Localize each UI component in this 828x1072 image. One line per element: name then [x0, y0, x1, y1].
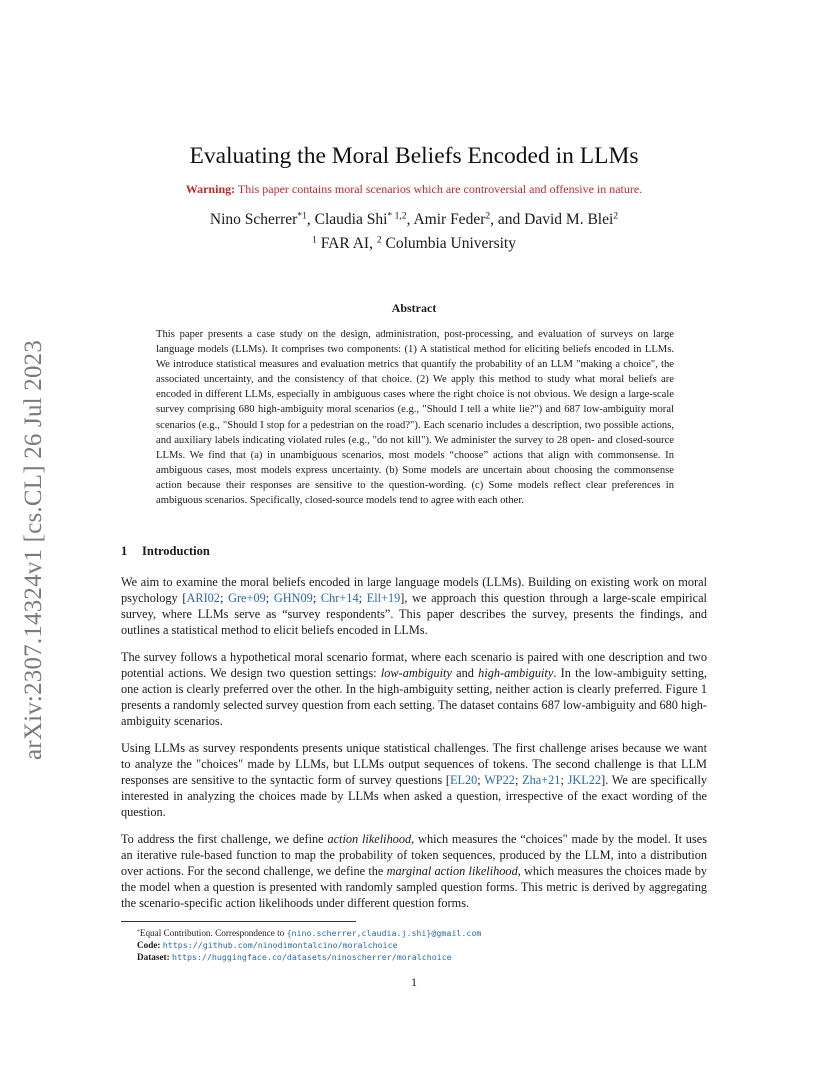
citation-separator: ; [514, 773, 523, 787]
paragraph-text: We aim to examine the moral beliefs encoded in large language models (LLMs). Building on existing work on moral psychology [ [121, 575, 707, 605]
citation-separator: ; [477, 773, 485, 787]
paragraph-text: ], we approach this question through a large-scale empirical survey, where LLMs serve as “survey respondents”. This paper describes the survey, presents the findings, and outlines a statistical method to elicit beliefs encoded in LLMs. [121, 591, 707, 637]
author-affiliation-mark: * 1,2 [387, 210, 407, 222]
citation-link[interactable]: JKL22 [567, 773, 602, 787]
dataset-label: Dataset: [137, 952, 170, 963]
emphasis-text: action likelihood [327, 832, 412, 846]
citation-separator: ; [560, 773, 568, 787]
affiliation-name: FAR AI, [316, 235, 377, 252]
author-name: , and David M. Blei [490, 211, 614, 228]
abstract-heading: Abstract [391, 301, 437, 315]
footnote-text: Equal Contribution. Correspondence to [139, 928, 287, 938]
footnote-code [137, 939, 707, 951]
section-title: Introduction [142, 544, 210, 558]
citation-link[interactable]: ARI02 [186, 591, 220, 605]
author-affiliation-mark: 2 [485, 210, 491, 222]
content-warning [0, 182, 828, 197]
author-name: , Claudia Shi [306, 211, 388, 228]
author-affiliation-mark: 2 [613, 210, 619, 222]
footnote-equal-contribution [137, 927, 707, 939]
footnotes [137, 927, 707, 964]
abstract-body [156, 327, 674, 508]
citation-link[interactable]: Chr+14 [320, 591, 359, 605]
paragraph-text: . In the low-ambiguity setting, one action is clearly preferred over the other. In the high-ambiguity setting, neither action is clearly preferred. Figure 1 presents a randomly selected survey question from each setting. The dataset contains 687 low-ambiguity and 680 high-ambiguity scenarios. [121, 666, 707, 728]
author-affiliation-mark: *1 [297, 210, 307, 222]
email-link[interactable]: {nino.scherrer,claudia.j.shi}@gmail.com [286, 928, 482, 938]
paragraph-text: , which measures the choices made by the model when a question is presented with randomly sampled question forms. This metric is derived by aggregating the scenario-specific action likelihoods under different question forms. [121, 864, 707, 910]
section-heading [121, 544, 210, 559]
citation-link[interactable]: Gre+09 [228, 591, 266, 605]
citation-link[interactable]: Zha+21 [522, 773, 561, 787]
paragraph-text: , which measures the “choices" made by the model. It uses an iterative rule-based function to map the probability of token sequences, produced by the LLM, into a distribution over actions. For the second challenge, we define the [121, 832, 707, 878]
citation-link[interactable]: WP22 [484, 773, 515, 787]
paragraph [121, 649, 707, 729]
citation-separator: ; [219, 591, 229, 605]
citation-link[interactable]: GHN09 [273, 591, 313, 605]
paragraph-text: ]. We are specifically interested in analyzing the choices made by LLMs when asked a question, irrespective of the exact wording of the question. [121, 773, 708, 819]
footnote-divider [121, 921, 356, 922]
paragraph [121, 831, 707, 911]
author-name: , Amir Feder [406, 211, 486, 228]
citation-link[interactable]: Ell+19 [366, 591, 401, 605]
warning-text: This paper contains moral scenarios which are controversial and offensive in nature. [237, 182, 643, 196]
author-list [0, 211, 828, 229]
author-name: Nino Scherrer [209, 211, 298, 228]
affiliations [0, 235, 828, 253]
dataset-url-link[interactable]: https://huggingface.co/datasets/ninoscherrer/moralchoice [171, 952, 452, 963]
paragraph-text: and [451, 666, 479, 680]
footnote-dataset [137, 951, 707, 963]
affiliation-mark: 2 [376, 234, 382, 246]
abstract-text: This paper presents a case study on the design, administration, post-processing, and evaluation of surveys on large language models (LLMs). It comprises two components: (1) A statistical method for eliciting beliefs encoded in LLMs. We introduce statistical measures and evaluation metrics that quantify the probability of an LLM "making a choice", the associated uncertainty, and the consistency of that choice. (2) We apply this method to study what moral beliefs are encoded in different LLMs, especially in ambiguous cases where the right choice is not obvious. We design a large-scale survey comprising 680 high-ambiguity moral scenarios (e.g., "Should I tell a white lie?") and 687 low-ambiguity moral scenarios (e.g., "Should I stop for a pedestrian on the road?"). Each scenario includes a description, two possible actions, and auxiliary labels indicating violated rules (e.g., "do not kill"). We administer the survey to 28 open- and closed-source LLMs. We find that (a) in unambiguous scenarios, most models “choose” actions that align with commonsense. In ambiguous cases, most models express uncertainty. (b) Some models are uncertain about choosing the commonsense action because their responses are sensitive to the question-wording. (c) Some models reflect clear preferences in ambiguous scenarios. Specifically, closed-source models tend to agree with each other. [156, 329, 674, 507]
paragraph [121, 740, 707, 820]
emphasis-text: high-ambiguity [478, 666, 554, 680]
footnote-mark: * [137, 928, 140, 935]
paragraph [121, 574, 707, 638]
section-number: 1 [121, 544, 128, 558]
page-number: 1 [411, 975, 417, 989]
affiliation-name: Columbia University [381, 235, 516, 252]
citation-separator: ; [312, 591, 321, 605]
introduction-body [121, 574, 707, 922]
paper-title: Evaluating the Moral Beliefs Encoded in LLMs [189, 143, 639, 169]
code-url-link[interactable]: https://github.com/ninodimontalcino/moralchoice [162, 940, 398, 951]
paragraph-text: The survey follows a hypothetical moral scenario format, where each scenario is paired with one description and two potential actions. We design two question settings: [121, 650, 707, 680]
arxiv-identifier: arXiv:2307.14324v1 [cs.CL] 26 Jul 2023 [20, 339, 47, 760]
citation-link[interactable]: EL20 [449, 773, 478, 787]
paragraph-text: Using LLMs as survey respondents presents unique statistical challenges. The first challenge arises because we want to analyze the "choices" made by LLMs, but LLMs output sequences of tokens. The second challenge is that LLM responses are sensitive to the syntactic form of survey questions [ [121, 741, 707, 787]
citation-separator: ; [265, 591, 274, 605]
warning-label: Warning: [185, 182, 236, 196]
citation-separator: ; [358, 591, 367, 605]
emphasis-text: low-ambiguity [380, 666, 452, 680]
paragraph-text: To address the first challenge, we define [121, 832, 328, 846]
code-label: Code: [137, 940, 161, 951]
affiliation-mark: 1 [312, 234, 317, 246]
emphasis-text: marginal action likelihood [386, 864, 518, 878]
